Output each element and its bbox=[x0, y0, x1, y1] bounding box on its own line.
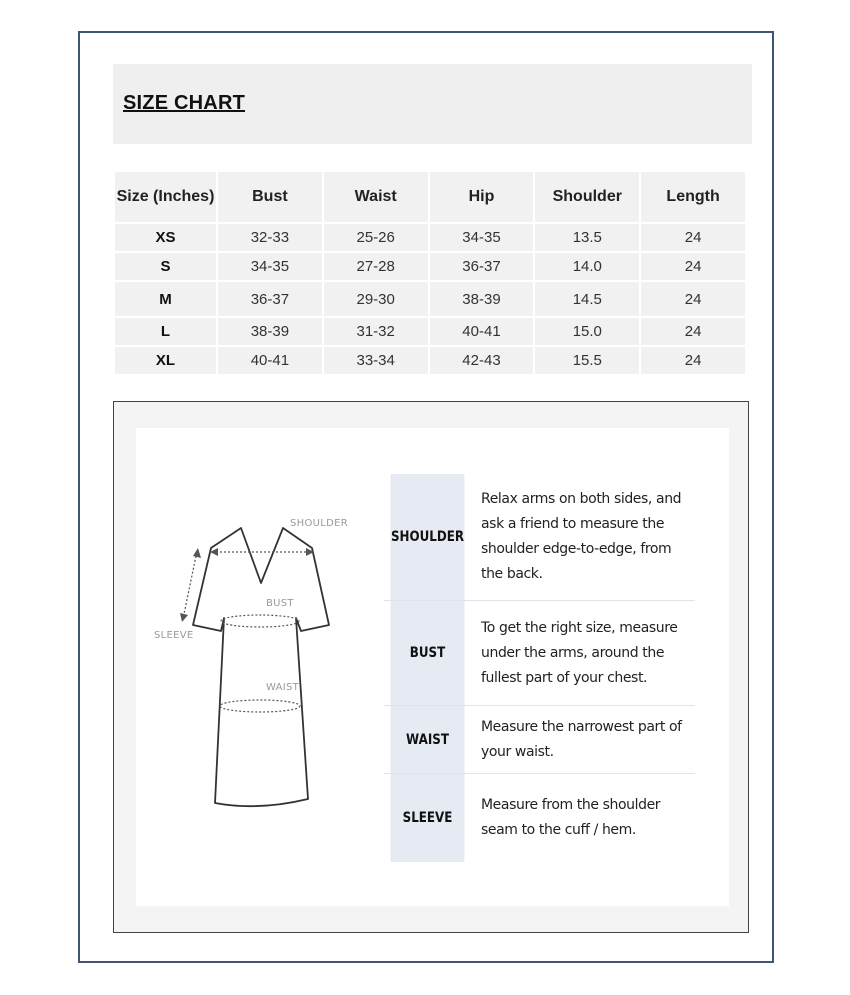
bust-cell: 40-41 bbox=[218, 347, 322, 374]
shoulder-cell: 15.0 bbox=[535, 318, 639, 345]
measurement-guide bbox=[113, 401, 749, 933]
diagram-label-shoulder: SHOULDER bbox=[290, 518, 348, 529]
table-row bbox=[115, 253, 745, 280]
measure-row-sleeve bbox=[384, 774, 695, 862]
length-cell: 24 bbox=[641, 282, 745, 316]
measure-label: SHOULDER bbox=[391, 474, 465, 600]
size-cell: XL bbox=[115, 347, 216, 374]
size-table bbox=[113, 170, 747, 376]
measurement-guide-panel bbox=[136, 428, 729, 906]
measure-description: To get the right size, measure under the arms, around the fullest part of your chest. bbox=[481, 619, 678, 686]
length-cell: 24 bbox=[641, 224, 745, 251]
measure-label: SLEEVE bbox=[391, 774, 465, 862]
table-row bbox=[115, 318, 745, 345]
shoulder-cell: 13.5 bbox=[535, 224, 639, 251]
shoulder-cell: 14.0 bbox=[535, 253, 639, 280]
measure-label: WAIST bbox=[391, 706, 465, 773]
diagram-label-sleeve: SLEEVE bbox=[154, 630, 194, 641]
size-cell: L bbox=[115, 318, 216, 345]
size-cell: XS bbox=[115, 224, 216, 251]
hip-cell: 36-37 bbox=[430, 253, 534, 280]
table-row bbox=[115, 282, 745, 316]
page-title: SIZE CHART bbox=[123, 92, 245, 114]
waist-cell: 25-26 bbox=[324, 224, 428, 251]
measure-label: BUST bbox=[391, 601, 465, 705]
hip-cell: 34-35 bbox=[430, 224, 534, 251]
table-row bbox=[115, 347, 745, 374]
diagram-label-waist: WAIST bbox=[266, 682, 300, 693]
measure-description: Measure the narrowest part of your waist. bbox=[481, 718, 682, 760]
size-table-header-row bbox=[115, 172, 745, 222]
measure-row-bust bbox=[384, 601, 695, 706]
measure-row-waist bbox=[384, 706, 695, 774]
hip-cell: 42-43 bbox=[430, 347, 534, 374]
measure-description: Relax arms on both sides, and ask a friend to measure the shoulder edge-to-edge, from the back. bbox=[481, 491, 682, 582]
measurement-instructions bbox=[384, 474, 695, 862]
dress-outline-icon bbox=[136, 428, 381, 906]
length-cell: 24 bbox=[641, 347, 745, 374]
header-waist: Waist bbox=[324, 172, 428, 222]
bust-cell: 36-37 bbox=[218, 282, 322, 316]
header-length: Length bbox=[641, 172, 745, 222]
hip-cell: 40-41 bbox=[430, 318, 534, 345]
header-hip: Hip bbox=[430, 172, 534, 222]
size-cell: M bbox=[115, 282, 216, 316]
diagram-label-bust: BUST bbox=[266, 598, 294, 609]
bust-cell: 34-35 bbox=[218, 253, 322, 280]
measure-row-shoulder bbox=[384, 474, 695, 601]
header-size: Size (Inches) bbox=[115, 172, 216, 222]
waist-cell: 33-34 bbox=[324, 347, 428, 374]
waist-cell: 27-28 bbox=[324, 253, 428, 280]
size-cell: S bbox=[115, 253, 216, 280]
header-bust: Bust bbox=[218, 172, 322, 222]
shoulder-cell: 14.5 bbox=[535, 282, 639, 316]
waist-cell: 31-32 bbox=[324, 318, 428, 345]
length-cell: 24 bbox=[641, 318, 745, 345]
shoulder-cell: 15.5 bbox=[535, 347, 639, 374]
header-shoulder: Shoulder bbox=[535, 172, 639, 222]
length-cell: 24 bbox=[641, 253, 745, 280]
measure-description: Measure from the shoulder seam to the cuff / hem. bbox=[481, 797, 661, 838]
hip-cell: 38-39 bbox=[430, 282, 534, 316]
bust-cell: 32-33 bbox=[218, 224, 322, 251]
bust-cell: 38-39 bbox=[218, 318, 322, 345]
waist-cell: 29-30 bbox=[324, 282, 428, 316]
title-band bbox=[113, 64, 752, 144]
table-row bbox=[115, 224, 745, 251]
